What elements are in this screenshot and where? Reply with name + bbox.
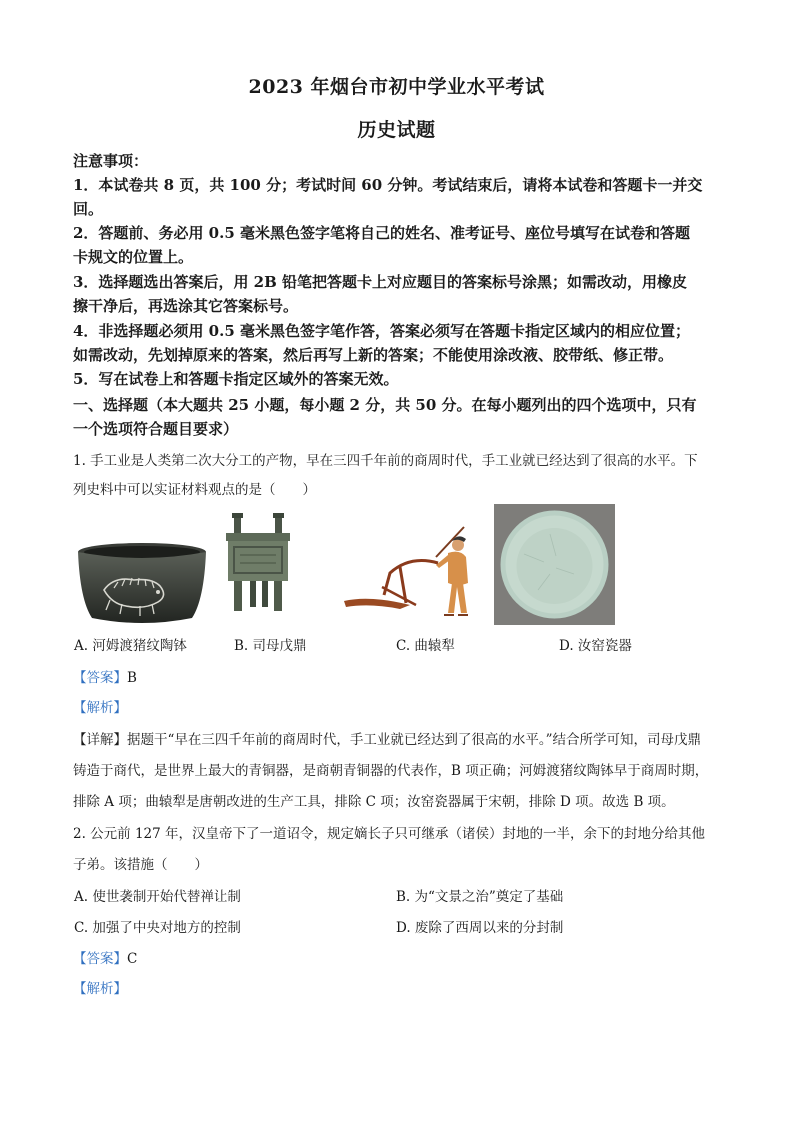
notice-line: 回。 <box>73 200 104 218</box>
page-subtitle: 历史试题 <box>357 119 436 141</box>
q1-option-a: A. 河姆渡猪纹陶钵 <box>74 638 187 654</box>
detail-tag: 【详解】 <box>73 732 127 748</box>
bronze-ding-image <box>222 513 294 613</box>
q1-detail: 排除 A 项；曲辕犁是唐朝改进的生产工具，排除 C 项；汝窑瓷器属于宋朝，排除 D 项。故选 B 项。 <box>73 794 675 810</box>
answer-value: B <box>127 670 137 686</box>
section-heading: 一、选择题（本大题共 25 小题，每小题 2 分，共 50 分。在每小题列出的四个选项中，只有 <box>73 396 697 414</box>
notice-heading: 注意事项： <box>73 152 149 170</box>
page-title: 2023 年烟台市初中学业水平考试 <box>248 76 545 98</box>
notice-line: 2．答题前、务必用 0.5 毫米黑色签字笔将自己的姓名、准考证号、座位号填写在试卷和答题 <box>73 224 690 242</box>
ru-ware-dish-image <box>494 504 615 625</box>
notice-line: 擦干净后，再选涂其它答案标号。 <box>73 297 299 315</box>
quyuan-plough-image <box>340 525 475 618</box>
q2-option-c: C. 加强了中央对地方的控制 <box>74 920 241 936</box>
pottery-bowl-image <box>74 540 210 626</box>
q2-option-b: B. 为“文景之治”奠定了基础 <box>396 889 564 905</box>
notice-line: 4．非选择题必须用 0.5 毫米黑色签字笔作答，答案必须写在答题卡指定区域内的相应位置； <box>73 322 690 340</box>
q2-analysis-tag: 【解析】 <box>73 981 127 997</box>
q2-option-a: A. 使世袭制开始代替禅让制 <box>74 889 241 905</box>
notice-line: 3．选择题选出答案后，用 2B 铅笔把答题卡上对应题目的答案标号涂黑；如需改动，用橡皮 <box>73 273 688 291</box>
answer-tag: 【答案】 <box>73 670 127 686</box>
q2-answer <box>73 947 733 967</box>
q1-option-d: D. 汝窑瓷器 <box>559 638 632 654</box>
section-heading: 一个选项符合题目要求） <box>73 420 239 438</box>
q1-stem: 列史料中可以实证材料观点的是（ ） <box>73 482 316 498</box>
q1-analysis-tag: 【解析】 <box>73 700 127 716</box>
q1-detail: 铸造于商代，是世界上最大的青铜器，是商朝青铜器的代表作，B 项正确；河姆渡猪纹陶钵早于商周时期， <box>73 763 709 779</box>
q2-stem: 2. 公元前 127 年，汉皇帝下了一道诏令，规定嫡长子只可继承（诸侯）封地的一半，余下的封地分给其他 <box>73 826 706 842</box>
detail-text: 据题干“早在三四千年前的商周时代，手工业就已经达到了很高的水平。”结合所学可知，司母戊鼎 <box>127 732 702 748</box>
q1-option-c: C. 曲辕犁 <box>396 638 455 654</box>
notice-line: 卡规文的位置上。 <box>73 248 194 266</box>
answer-value: C <box>127 951 138 967</box>
q1-detail <box>73 728 733 748</box>
notice-line: 5．写在试卷上和答题卡指定区域外的答案无效。 <box>73 370 399 388</box>
notice-line: 1．本试卷共 8 页，共 100 分；考试时间 60 分钟。考试结束后，请将本试卷和答题卡一并交 <box>73 176 703 194</box>
q1-stem: 1. 手工业是人类第二次大分工的产物，早在三四千年前的商周时代，手工业就已经达到了很高的水平。下 <box>73 453 698 469</box>
q2-stem: 子弟。该措施（ ） <box>73 857 208 873</box>
notice-line: 如需改动，先划掉原来的答案，然后再写上新的答案；不能使用涂改液、胶带纸、修正带。 <box>73 346 674 364</box>
answer-tag: 【答案】 <box>73 951 127 967</box>
q1-option-b: B. 司母戊鼎 <box>234 638 307 654</box>
q1-answer <box>73 666 733 686</box>
q2-option-d: D. 废除了西周以来的分封制 <box>396 920 564 936</box>
